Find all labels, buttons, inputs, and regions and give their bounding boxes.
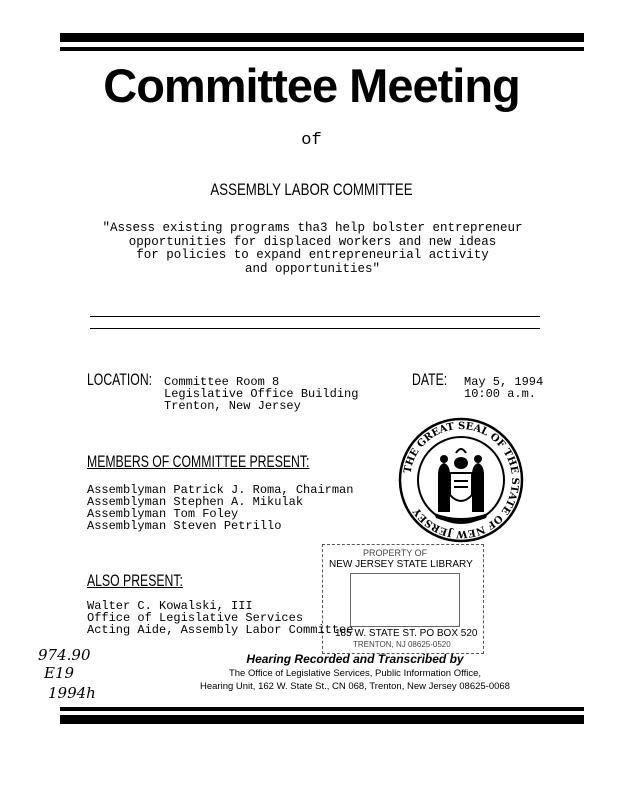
bottom-rule-thick: [60, 715, 584, 724]
staff-line: Office of Legislative Services: [87, 611, 304, 625]
stamp-text-library: NEW JERSEY STATE LIBRARY: [329, 559, 473, 570]
credits-address: Hearing Unit, 162 W. State St., CN 068, Trenton, New Jersey 08625-0068: [200, 681, 510, 692]
location-heading: LOCATION:: [87, 370, 153, 389]
time-line: 10:00 a.m.: [464, 387, 537, 401]
divider-line: [90, 328, 540, 329]
state-seal-icon: [398, 417, 524, 543]
library-stamp: [322, 544, 484, 654]
location-line: Committee Room 8: [164, 375, 280, 389]
divider-line: [90, 316, 540, 317]
handwritten-call-number-2: E19: [44, 664, 75, 682]
top-rule-thin: [60, 47, 584, 51]
stamp-text-address: 185 W. STATE ST. PO BOX 520: [335, 628, 478, 639]
credits-office: The Office of Legislative Services, Public Information Office,: [228, 668, 482, 679]
stamp-inner-box: [350, 573, 460, 627]
meeting-purpose: "Assess existing programs tha3 help bolster entrepreneur opportunities for displaced workers and new ideas for policies to expand entrepreneurial activity and opportunities": [102, 221, 523, 276]
location-line: Legislative Office Building: [164, 387, 359, 401]
members-heading: MEMBERS OF COMMITTEE PRESENT:: [87, 452, 310, 471]
credits-heading: Hearing Recorded and Transcribed by: [246, 652, 464, 666]
member-line: Assemblyman Steven Petrillo: [87, 519, 282, 533]
of-label: of: [301, 131, 322, 150]
member-line: Assemblyman Patrick J. Roma, Chairman: [87, 483, 354, 497]
also-present-heading: ALSO PRESENT:: [87, 571, 183, 590]
member-line: Assemblyman Stephen A. Mikulak: [87, 495, 304, 509]
staff-line: Walter C. Kowalski, III: [87, 599, 253, 613]
location-line: Trenton, New Jersey: [164, 399, 301, 413]
document-title: Committee Meeting: [103, 59, 520, 112]
handwritten-call-number-3: 1994h: [48, 684, 96, 702]
date-heading: DATE:: [412, 370, 448, 389]
svg-text:THE GREAT SEAL OF THE STATE OF: THE GREAT SEAL OF THE STATE OF NEW JERSEY: [402, 420, 521, 540]
date-line: May 5, 1994: [464, 375, 544, 389]
bottom-rule-thin: [60, 707, 584, 711]
handwritten-call-number-1: 974.90: [38, 646, 91, 664]
staff-line: Acting Aide, Assembly Labor Committee: [87, 623, 354, 637]
top-rule-thick: [60, 33, 584, 42]
committee-name: ASSEMBLY LABOR COMMITTEE: [210, 180, 413, 199]
member-line: Assemblyman Tom Foley: [87, 507, 239, 521]
stamp-text-city: TRENTON, NJ 08625-0520: [353, 640, 451, 649]
stamp-text-property: PROPERTY OF: [363, 548, 428, 558]
